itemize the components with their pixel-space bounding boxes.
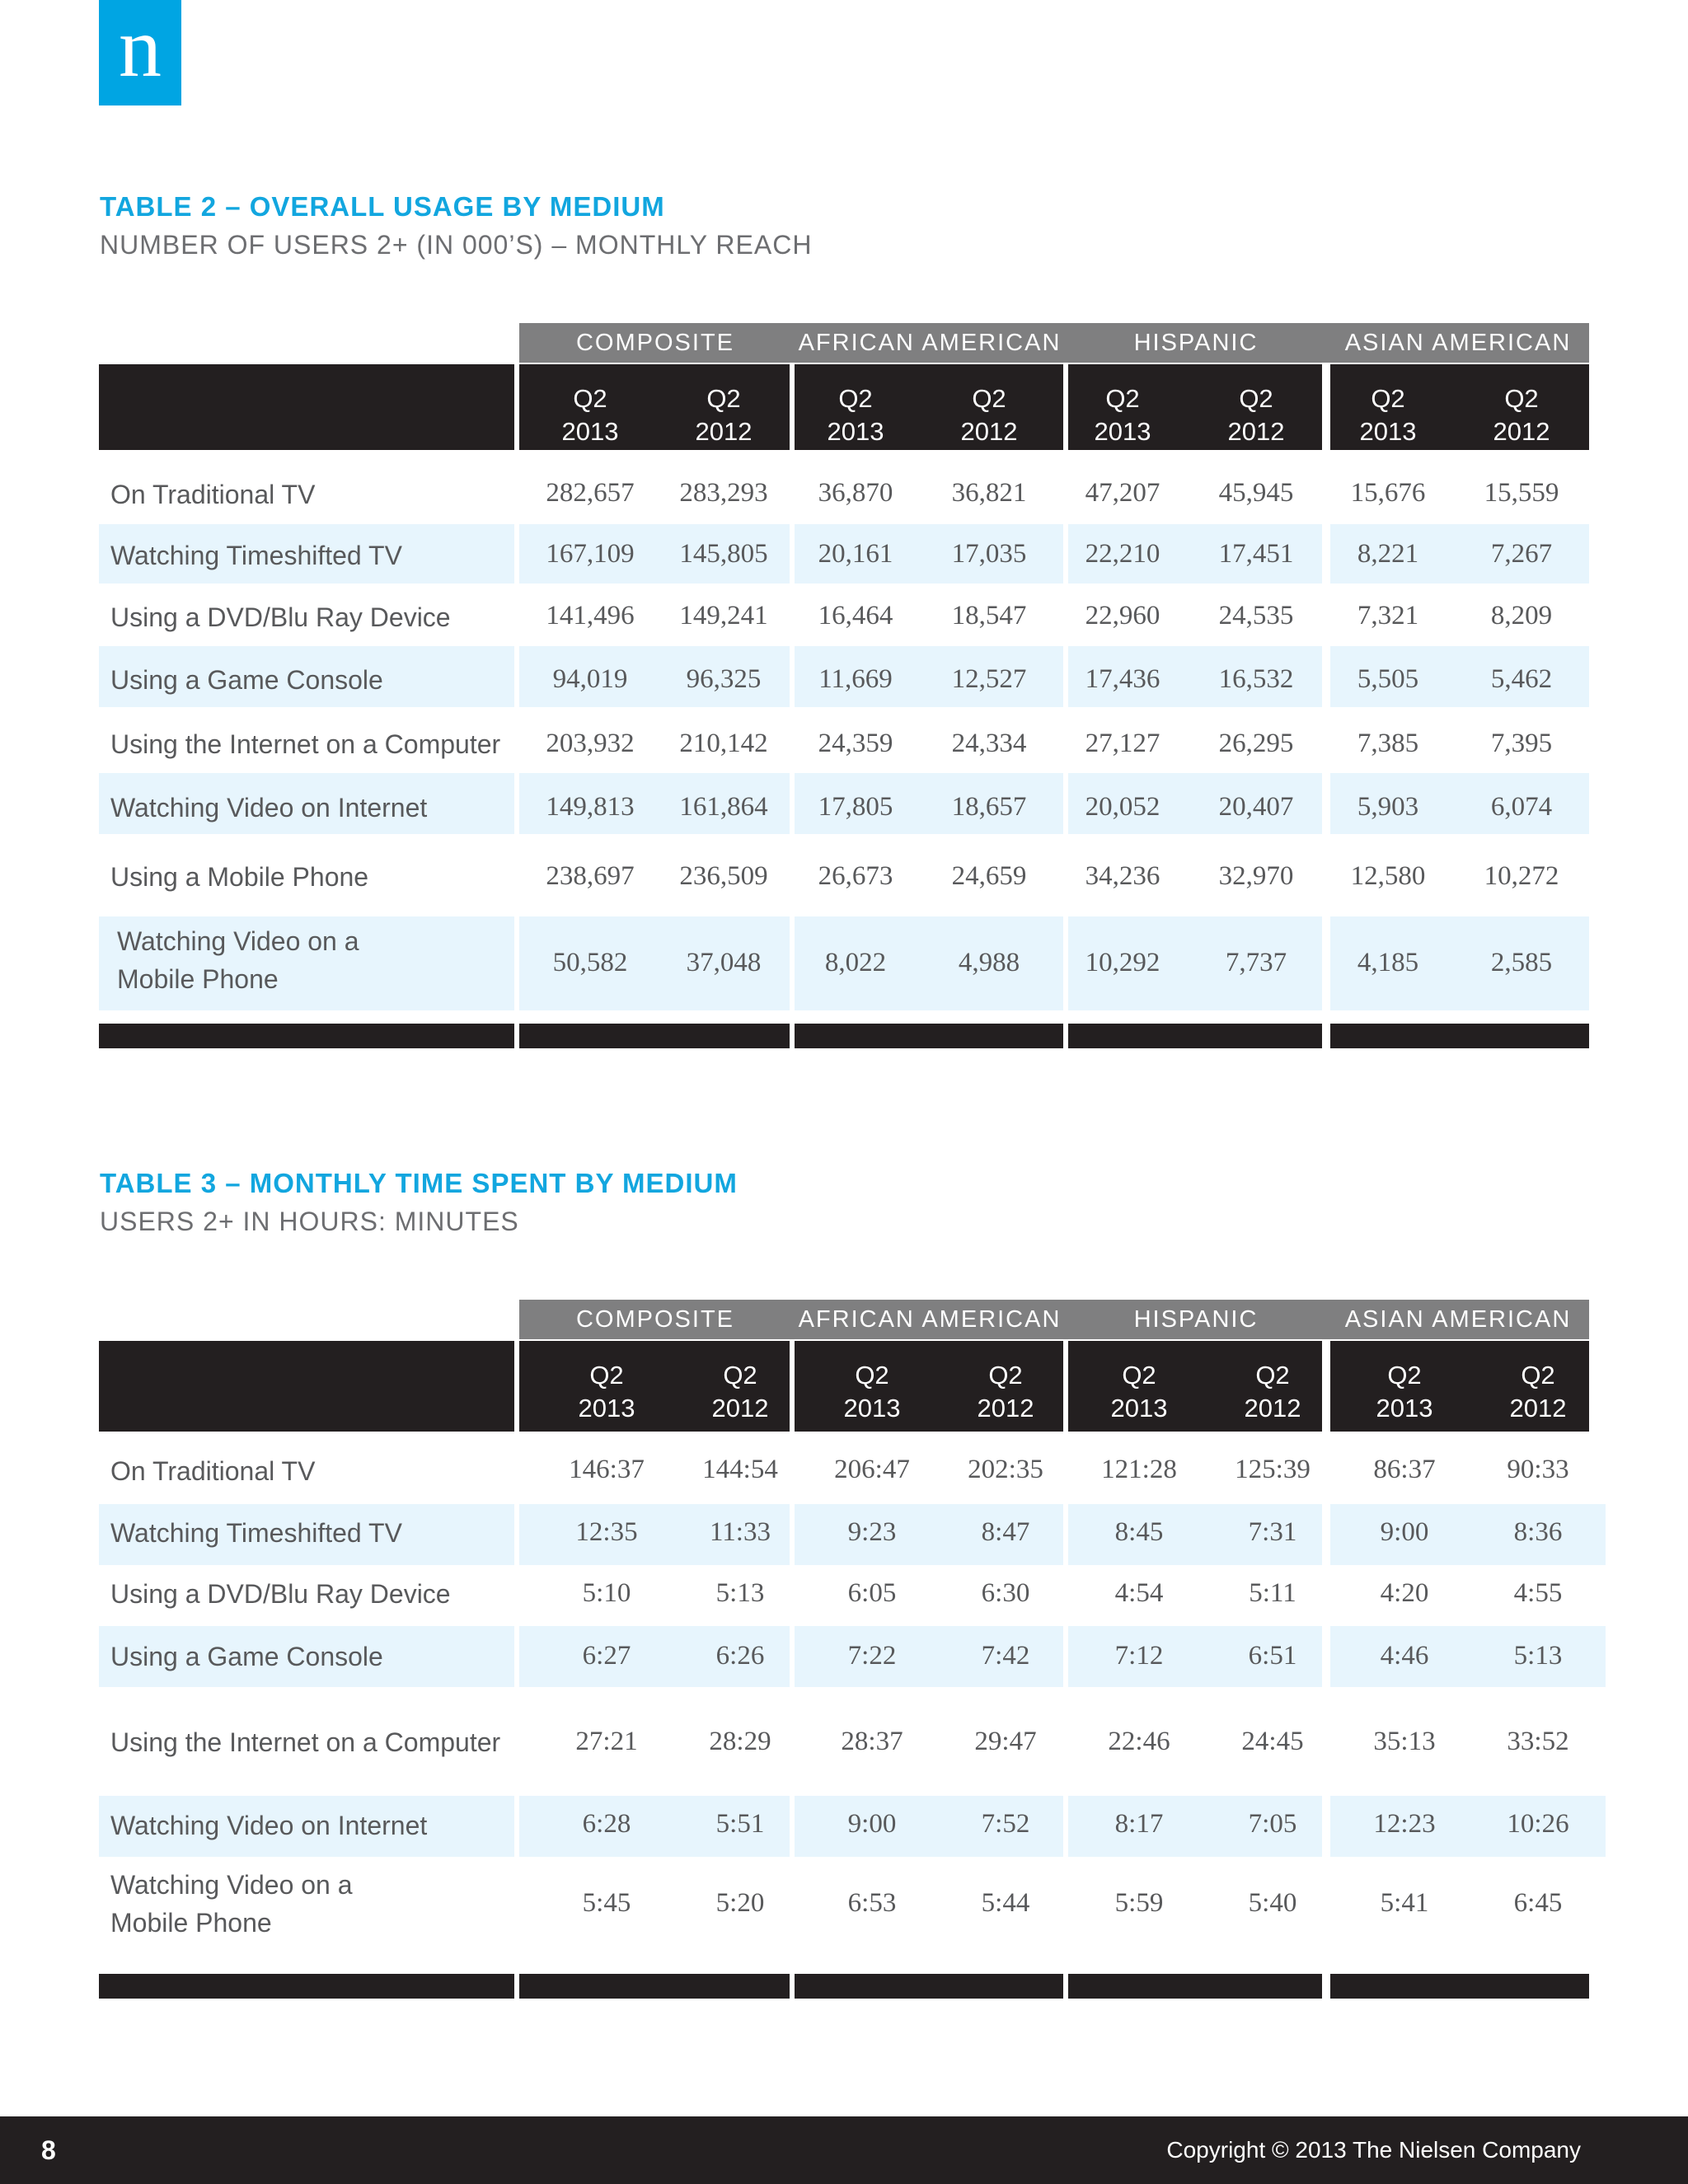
table-cell: 4,988 bbox=[958, 948, 1020, 977]
row-label: Using a Game Console bbox=[110, 1642, 383, 1671]
group-asian-american: ASIAN AMERICAN bbox=[1344, 1306, 1572, 1333]
table-cell: 22:46 bbox=[1108, 1727, 1170, 1756]
quarter-header: Q2 2013 bbox=[1376, 1361, 1433, 1422]
table-cell: 4:54 bbox=[1114, 1578, 1164, 1608]
table-cell: 282,657 bbox=[546, 478, 635, 508]
table-cell: 121:28 bbox=[1101, 1455, 1177, 1484]
group-asian-american: ASIAN AMERICAN bbox=[1344, 330, 1572, 356]
table-cell: 22,960 bbox=[1085, 601, 1160, 630]
table-cell: 10:26 bbox=[1507, 1809, 1569, 1839]
table-cell: 20,161 bbox=[818, 539, 893, 569]
table-cell: 149,813 bbox=[546, 792, 635, 822]
table-cell: 20,407 bbox=[1218, 792, 1294, 822]
table-cell: 50,582 bbox=[552, 948, 628, 977]
quarter-header: Q2 2012 bbox=[1509, 1361, 1567, 1422]
table-cell: 28:29 bbox=[709, 1727, 771, 1756]
header-label-block bbox=[99, 364, 514, 450]
copyright-text: Copyright © 2013 The Nielsen Company bbox=[1166, 2137, 1581, 2163]
table-cell: 94,019 bbox=[552, 664, 628, 694]
table-cell: 45,945 bbox=[1218, 478, 1294, 508]
group-composite: COMPOSITE bbox=[575, 330, 734, 356]
table-cell: 206:47 bbox=[834, 1455, 910, 1484]
table-cell: 5:10 bbox=[582, 1578, 631, 1608]
table-cell: 10,292 bbox=[1085, 948, 1160, 977]
table-cell: 203,932 bbox=[546, 729, 635, 758]
group-hispanic: HISPANIC bbox=[1133, 330, 1259, 356]
table-cell: 149,241 bbox=[679, 601, 768, 630]
row-label: Using a DVD/Blu Ray Device bbox=[110, 1579, 451, 1609]
table-cell: 6:51 bbox=[1248, 1641, 1297, 1671]
table-cell: 7,267 bbox=[1490, 539, 1553, 569]
table-cell: 8:36 bbox=[1513, 1517, 1563, 1547]
table-cell: 5:45 bbox=[582, 1888, 631, 1918]
table-cell: 11,669 bbox=[818, 664, 893, 694]
table-cell: 6:26 bbox=[715, 1641, 765, 1671]
table-cell: 7,737 bbox=[1225, 948, 1287, 977]
table-cell: 161,864 bbox=[679, 792, 768, 822]
table-cell: 125:39 bbox=[1235, 1455, 1311, 1484]
row-label: Watching Video on a Mobile Phone bbox=[117, 926, 359, 994]
quarter-header: Q2 2012 bbox=[711, 1361, 769, 1422]
group-hispanic: HISPANIC bbox=[1133, 1306, 1259, 1333]
table-cell: 37,048 bbox=[686, 948, 762, 977]
table-cell: 5:40 bbox=[1248, 1888, 1297, 1918]
table-cell: 86:37 bbox=[1373, 1455, 1436, 1484]
quarter-header: Q2 2012 bbox=[1493, 384, 1550, 446]
table-cell: 24,535 bbox=[1218, 601, 1294, 630]
table-cell: 29:47 bbox=[974, 1727, 1037, 1756]
table-cell: 24,334 bbox=[951, 729, 1027, 758]
table-cell: 17,805 bbox=[818, 792, 893, 822]
table-cell: 16,464 bbox=[818, 601, 893, 630]
table-cell: 141,496 bbox=[546, 601, 635, 630]
table3-subtitle: USERS 2+ IN HOURS: MINUTES bbox=[100, 1207, 519, 1236]
quarter-header: Q2 2013 bbox=[843, 1361, 901, 1422]
footer-rule bbox=[519, 1024, 790, 1048]
table-cell: 24:45 bbox=[1241, 1727, 1304, 1756]
row-label: On Traditional TV bbox=[110, 480, 316, 509]
quarter-header: Q2 2013 bbox=[1094, 384, 1151, 446]
table-cell: 12:35 bbox=[575, 1517, 638, 1547]
table-cell: 11:33 bbox=[710, 1517, 771, 1547]
footer-rule bbox=[1068, 1974, 1322, 1999]
table-cell: 8:45 bbox=[1114, 1517, 1164, 1547]
table-cell: 8,022 bbox=[824, 948, 887, 977]
table-cell: 146:37 bbox=[569, 1455, 645, 1484]
row-label: Watching Video on a Mobile Phone bbox=[110, 1870, 353, 1938]
quarter-header: Q2 2013 bbox=[561, 384, 619, 446]
table-cell: 5:41 bbox=[1380, 1888, 1429, 1918]
table-cell: 47,207 bbox=[1085, 478, 1160, 508]
table-cell: 210,142 bbox=[679, 729, 768, 758]
table-cell: 5:13 bbox=[715, 1578, 765, 1608]
table-cell: 7,321 bbox=[1357, 601, 1419, 630]
nielsen-logo: n bbox=[99, 0, 181, 105]
page-footer bbox=[0, 2116, 1688, 2184]
table-cell: 5:51 bbox=[715, 1809, 765, 1839]
table-cell: 4:46 bbox=[1380, 1641, 1429, 1671]
table2-title: TABLE 2 – OVERALL USAGE BY MEDIUM bbox=[100, 191, 665, 222]
table-cell: 26,295 bbox=[1218, 729, 1294, 758]
table-cell: 16,532 bbox=[1218, 664, 1294, 694]
row-label: Using a Game Console bbox=[110, 665, 383, 695]
table-cell: 6:27 bbox=[582, 1641, 631, 1671]
footer-rule bbox=[795, 1024, 1063, 1048]
quarter-header: Q2 2012 bbox=[960, 384, 1018, 446]
row-label: On Traditional TV bbox=[110, 1456, 316, 1486]
table-cell: 17,035 bbox=[951, 539, 1027, 569]
quarter-header: Q2 2013 bbox=[1110, 1361, 1168, 1422]
row-label: Watching Timeshifted TV bbox=[110, 541, 402, 570]
table-cell: 7:31 bbox=[1248, 1517, 1297, 1547]
row-label: Watching Timeshifted TV bbox=[110, 1518, 402, 1548]
table-cell: 5:44 bbox=[981, 1888, 1030, 1918]
table3-title: TABLE 3 – MONTHLY TIME SPENT BY MEDIUM bbox=[100, 1168, 738, 1198]
table-cell: 5,903 bbox=[1357, 792, 1419, 822]
table-cell: 9:00 bbox=[1380, 1517, 1429, 1547]
table-cell: 5,505 bbox=[1357, 664, 1419, 694]
table-cell: 5:13 bbox=[1513, 1641, 1563, 1671]
table-cell: 10,272 bbox=[1484, 861, 1559, 891]
table-cell: 4:55 bbox=[1513, 1578, 1563, 1608]
table-cell: 36,870 bbox=[818, 478, 893, 508]
row-label: Using the Internet on a Computer bbox=[110, 729, 501, 759]
table-cell: 24,359 bbox=[818, 729, 893, 758]
table-cell: 7:05 bbox=[1248, 1809, 1297, 1839]
quarter-header: Q2 2012 bbox=[977, 1361, 1034, 1422]
table-cell: 20,052 bbox=[1085, 792, 1160, 822]
page-number: 8 bbox=[41, 2135, 56, 2165]
row-label: Watching Video on Internet bbox=[110, 793, 428, 823]
table-cell: 283,293 bbox=[679, 478, 768, 508]
footer-rule bbox=[99, 1974, 514, 1999]
table-cell: 34,236 bbox=[1085, 861, 1160, 891]
table-cell: 8,221 bbox=[1357, 539, 1419, 569]
table-cell: 6:45 bbox=[1513, 1888, 1563, 1918]
footer-rule bbox=[99, 1024, 514, 1048]
row-label: Using the Internet on a Computer bbox=[110, 1727, 501, 1757]
table-cell: 17,436 bbox=[1085, 664, 1160, 694]
table-cell: 167,109 bbox=[546, 539, 635, 569]
table-cell: 12:23 bbox=[1373, 1809, 1436, 1839]
table-cell: 12,527 bbox=[951, 664, 1027, 694]
table-cell: 5:11 bbox=[1249, 1578, 1296, 1608]
table-cell: 7,395 bbox=[1490, 729, 1553, 758]
table-cell: 2,585 bbox=[1490, 948, 1553, 977]
table-cell: 9:00 bbox=[847, 1809, 897, 1839]
footer-rule bbox=[519, 1974, 790, 1999]
footer-rule bbox=[795, 1974, 1063, 1999]
table-cell: 238,697 bbox=[546, 861, 635, 891]
table-cell: 145,805 bbox=[679, 539, 768, 569]
quarter-header: Q2 2013 bbox=[578, 1361, 635, 1422]
table-cell: 96,325 bbox=[686, 664, 762, 694]
table-cell: 4:20 bbox=[1380, 1578, 1429, 1608]
row-label: Watching Video on Internet bbox=[110, 1811, 428, 1840]
table-cell: 7:42 bbox=[981, 1641, 1030, 1671]
table-cell: 15,676 bbox=[1350, 478, 1426, 508]
footer-rule bbox=[1330, 1024, 1589, 1048]
quarter-header: Q2 2012 bbox=[1227, 384, 1285, 446]
table-cell: 6:30 bbox=[981, 1578, 1030, 1608]
table-cell: 9:23 bbox=[847, 1517, 897, 1547]
table-cell: 7:12 bbox=[1114, 1641, 1164, 1671]
table-cell: 8:47 bbox=[981, 1517, 1030, 1547]
table-cell: 27:21 bbox=[575, 1727, 638, 1756]
table-cell: 15,559 bbox=[1484, 478, 1559, 508]
footer-rule bbox=[1330, 1974, 1589, 1999]
table-cell: 24,659 bbox=[951, 861, 1027, 891]
table-cell: 36,821 bbox=[951, 478, 1027, 508]
table-cell: 7:22 bbox=[847, 1641, 897, 1671]
table-cell: 6:05 bbox=[847, 1578, 897, 1608]
table-cell: 7:52 bbox=[981, 1809, 1030, 1839]
table-cell: 144:54 bbox=[702, 1455, 778, 1484]
table-cell: 17,451 bbox=[1218, 539, 1294, 569]
row-label: Using a Mobile Phone bbox=[110, 862, 369, 892]
table-cell: 5,462 bbox=[1490, 664, 1553, 694]
table-cell: 236,509 bbox=[679, 861, 768, 891]
table-cell: 5:59 bbox=[1114, 1888, 1164, 1918]
table-cell: 5:20 bbox=[715, 1888, 765, 1918]
table-cell: 27,127 bbox=[1085, 729, 1160, 758]
table-cell: 202:35 bbox=[968, 1455, 1043, 1484]
quarter-header: Q2 2013 bbox=[827, 384, 884, 446]
table-cell: 33:52 bbox=[1507, 1727, 1569, 1756]
quarter-header: Q2 2012 bbox=[1244, 1361, 1301, 1422]
group-african-american: AFRICAN AMERICAN bbox=[798, 1306, 1062, 1333]
table-cell: 22,210 bbox=[1085, 539, 1160, 569]
header-label-block bbox=[99, 1341, 514, 1432]
table-cell: 4,185 bbox=[1357, 948, 1419, 977]
group-african-american: AFRICAN AMERICAN bbox=[798, 330, 1062, 356]
table-cell: 18,547 bbox=[951, 601, 1027, 630]
table-cell: 7,385 bbox=[1357, 729, 1419, 758]
table2-subtitle: NUMBER OF USERS 2+ (IN 000’S) – MONTHLY REACH bbox=[100, 230, 813, 260]
table-cell: 6,074 bbox=[1490, 792, 1553, 822]
table-cell: 28:37 bbox=[841, 1727, 903, 1756]
table-cell: 90:33 bbox=[1507, 1455, 1569, 1484]
table-cell: 18,657 bbox=[951, 792, 1027, 822]
quarter-header: Q2 2012 bbox=[695, 384, 753, 446]
table-cell: 12,580 bbox=[1350, 861, 1426, 891]
table-cell: 6:53 bbox=[847, 1888, 897, 1918]
table-cell: 8:17 bbox=[1114, 1809, 1164, 1839]
table-cell: 35:13 bbox=[1373, 1727, 1436, 1756]
group-composite: COMPOSITE bbox=[575, 1306, 734, 1333]
table-cell: 32,970 bbox=[1218, 861, 1294, 891]
table-cell: 6:28 bbox=[582, 1809, 631, 1839]
quarter-header: Q2 2013 bbox=[1359, 384, 1417, 446]
footer-rule bbox=[1068, 1024, 1322, 1048]
row-label: Using a DVD/Blu Ray Device bbox=[110, 602, 451, 632]
table-cell: 8,209 bbox=[1490, 601, 1553, 630]
table-cell: 26,673 bbox=[818, 861, 893, 891]
